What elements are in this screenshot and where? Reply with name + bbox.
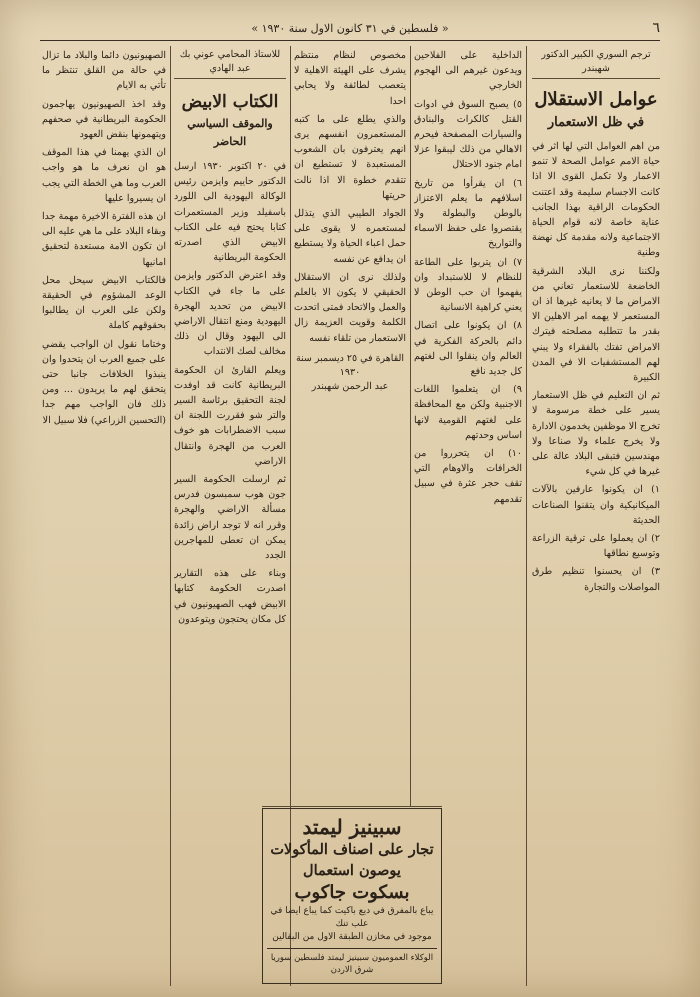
article-paragraph: ثم ارسلت الحكومة السير جون هوب سمبسون فدرس مسألة الاراضي والهجرة وقرر انه لا توجد اراض زائدة يمكن ان تعطى للمهاجرين الجدد xyxy=(174,474,286,562)
article-paragraph: ويعلم القارئ ان الحكومة البريطانية كانت قد اوفدت لجنة التحقيق برئاسة السير والتر شو فقررت اللجنة ان سبب الاضطرابات هو خوف العرب من الهجرة وانتقال الاراضي xyxy=(174,364,286,467)
column-rule xyxy=(170,46,171,986)
article-paragraph: فالكتاب الابيض سيحل محل الوعد المشؤوم في الحقيقة ولكن على العرب ان يطالبوا بحقوقهم كاملة xyxy=(42,274,166,332)
article-paragraph: وقد اخذ الصهيونيون يهاجمون الحكومة البريطانية في صحفهم ويتهمونها بنقض العهود xyxy=(42,98,166,141)
article-paragraph: ٨) ان يكونوا على اتصال دائم بالحركة الفكرية في العالم وان ينقلوا الى لغتهم كل جديد نافع xyxy=(414,320,522,378)
article-paragraph: في ٢٠ اكتوبر ١٩٣٠ ارسل الدكتور حاييم وايزمن رئيس الوكالة اليهودية الى اللورد باسفيلد وزير المستعمرات كتابا يحتج فيه على الكتاب الابيض الذي اصدرته الحكومة البريطانية xyxy=(174,161,286,264)
column-white-paper-continued xyxy=(42,48,166,986)
column-rule xyxy=(410,46,411,806)
article-paragraph: ان الذي يهمنا في هذا الموقف هو ان نعرف ما هو واجب العرب وما هي الخطة التي يجب ان يسيروا عليها xyxy=(42,147,166,204)
article-byline: ترجم السوري الكبير الدكتور شهبندر xyxy=(532,48,660,79)
article-subheadline: والموقف السياسي الحاضر xyxy=(187,117,273,148)
article-paragraph: ولذلك نرى ان الاستقلال الحقيقي لا يكون الا بالعلم والعمل والاتحاد فمتى اتحدت الكلمة وقويت العزيمة زال الاستعمار من تلقاء نفسه xyxy=(294,271,406,344)
column-rule xyxy=(526,46,527,986)
advert-top-rule xyxy=(262,806,442,807)
article-paragraph: وختاما نقول ان الواجب يقضي على جميع العرب ان يتحدوا وان ينبذوا الخلافات جانبا حتى يتحقق لهم ما يريدون ... ومن ذلك فان الواجب مهم جدا (التحسين الزراعي) فلا سبيل الا xyxy=(42,338,166,426)
column-white-paper-article xyxy=(174,48,286,804)
signature-name: عبد الرحمن شهبندر xyxy=(311,380,389,392)
article-headline: عوامل الاستقلال xyxy=(534,89,658,110)
article-paragraph: وبناء على هذه التقارير اصدرت الحكومة كتابها الابيض فهب الصهيونيون في كل مكان يحتجون ويتوعدون xyxy=(174,568,286,625)
column-independence-continued xyxy=(414,48,522,806)
article-paragraph: وقد اعترض الدكتور وايزمن على ما جاء في الكتاب الابيض من تحديد الهجرة اليهودية ومنع انتقال الاراضي الى اليهود وقال ان ذلك مخالف لصك الانتداب xyxy=(174,270,286,358)
article-paragraph: ولكننا نرى البلاد الشرقية الخاضعة للاستعمار تعاني من الامراض ما لا يعانيه غيرها اذ ان المستعمر لا يهمه امر الاهلين الا بقدر ما تتطلبه مصلحته فيترك الامراض تفتك بالفقراء ولا يبني لهم المستشفيات الا في المدن الكبيرة xyxy=(532,265,660,384)
article-headline: الكتاب الابيض xyxy=(181,92,279,112)
article-paragraph: الداخلية على الفلاحين ويدعون غيرهم الى الهجوم الخارجي xyxy=(414,50,522,92)
page-header xyxy=(40,14,660,41)
article-paragraph: ثم ان التعليم في ظل الاستعمار يسير على خطة مرسومة لا تخرج الا موظفين يخدمون الادارة ولا يخرج علماء ولا صناعا ولا مهندسين فتبقى البلاد عالة على غيرها في كل شيء xyxy=(532,390,660,478)
article-paragraph: ٩) ان يتعلموا اللغات الاجنبية ولكن مع المحافظة على لغتهم القومية لانها اساس وحدتهم xyxy=(414,384,522,441)
advert-packaging: يباع بالمفرق في ديع باكيت كما يباع ايضا في علب تنك xyxy=(270,906,434,929)
article-paragraph: ان هذه الفترة الاخيرة مهمة جدا وبقاء البلاد على ما هي عليه الى ان تكون الامة مستعدة لتحقيق امانيها xyxy=(42,211,166,268)
article-paragraph: الصهيونيون دائما والبلاد ما تزال في حالة من القلق تنتظر ما تأتي به الايام xyxy=(42,50,166,92)
advert-agents: الوكلاء العموميون سبينيز ليمتد فلسطين سوريا شرق الاردن xyxy=(267,948,437,976)
article-paragraph: الجواد الطيبي الذي يتذلل لمستعمره لا يقوى على حمل اعباء الحياة ولا يستطيع ان يدافع عن نفسه xyxy=(294,208,406,265)
page-number: ٦ xyxy=(652,20,660,36)
advert-company: سبينيز ليمتد xyxy=(302,815,402,839)
article-paragraph: والذي يطلع على ما كتبه المستعمرون انفسهم يرى انهم يعترفون بان الشعوب المستعبدة لا تستطيع ان تتقدم خطوة الا اذا نالت حريتها xyxy=(294,113,406,201)
article-paragraph: ٢) ان يعملوا على ترقية الزراعة وتوسيع نطاقها xyxy=(532,533,660,560)
article-paragraph: من اهم العوامل التي لها اثر في حياة الامم عوامل الصحة لا تنمو الاعمار ولا تكمل القوى الا اذا كانت الاجسام سليمة وقد اعتنت الحكومات الراقية بهذا الجانب عناية خاصة لانه قوام الحياة الاجتماعية ولانه مقدمة كل نهضة وطنية xyxy=(532,141,660,259)
column-independence-conclusion xyxy=(294,48,406,806)
article-paragraph: ٥) يصبح السوق في ادوات القتل كالكرات والبنادق والسيارات المصفحة فيحرم الاهالي من ذلك ليبقوا عزلا امام جنود الاحتلال xyxy=(414,98,522,171)
article-byline: للاستاذ المحامي عوني بك عبد الهادي xyxy=(174,48,286,79)
biscuit-advertisement xyxy=(262,808,442,984)
advert-product: بسكوت جاكوب xyxy=(294,882,410,903)
article-paragraph: مخصوص لنظام منتظم يشرف على الهيئة الاهلية لا يتعصب لطائفة ولا يحابي احدا xyxy=(294,50,406,107)
article-subheadline: في ظل الاستعمار xyxy=(547,115,645,130)
advert-availability: موجود في مخازن الطبقة الاول من البقالين xyxy=(272,932,432,942)
column-independence-article xyxy=(532,48,660,988)
signature-date: القاهرة في ٢٥ ديسمبر سنة ١٩٣٠ xyxy=(295,352,405,378)
article-paragraph: ٦) ان يقرأوا من تاريخ اسلافهم ما يعلم الاعتزاز بالوطن والبطولة ولا يقتصروا على حفظ الاسماء والتواريخ xyxy=(414,177,522,250)
advert-tagline: تجار على اصناف المأكولات يوصون استعمال xyxy=(270,841,434,879)
article-paragraph: ١) ان يكونوا عارفين بالآلات الميكانيكية وان يتقنوا الصناعات الحديثة xyxy=(532,484,660,526)
article-paragraph: ٧) ان يتربوا على الطاعة للنظام لا للاستبداد وان يفهموا ان حب الوطن لا يعني كراهية الانسانية xyxy=(414,256,522,314)
masthead-date: « فلسطين في ٣١ كانون الاول سنة ١٩٣٠ » xyxy=(251,22,449,35)
article-paragraph: ١٠) ان يتحرروا من الخرافات والاوهام التي تقف حجر عثرة في سبيل تقدمهم xyxy=(414,448,522,505)
article-paragraph: ٣) ان يحسنوا تنظيم طرق المواصلات والتجارة xyxy=(532,566,660,593)
